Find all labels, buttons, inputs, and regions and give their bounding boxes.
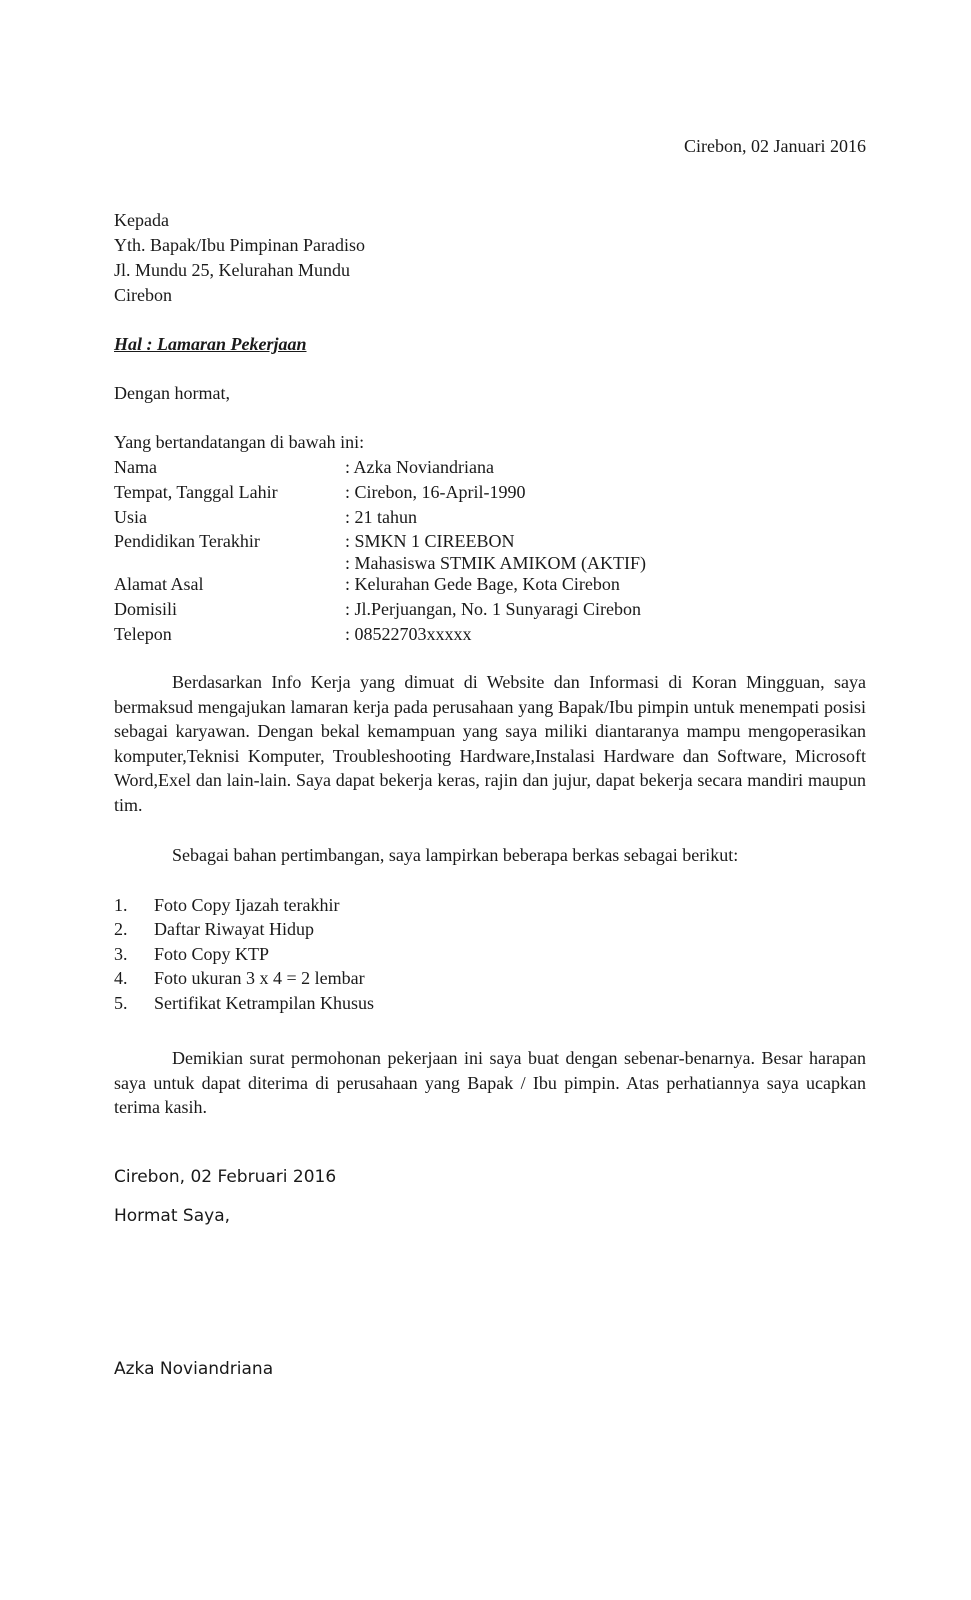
attachment-item: Daftar Riwayat Hidup [154, 919, 314, 939]
field-label-pendidikan: Pendidikan Terakhir [114, 531, 260, 551]
attachment-item: Foto Copy KTP [154, 944, 270, 964]
attachment-number: 1. [114, 895, 128, 915]
attachments-intro [114, 843, 866, 868]
field-value-telepon: : 08522703xxxxx [345, 624, 472, 644]
sign-off: Hormat Saya, [114, 1206, 231, 1226]
field-value-usia: : 21 tahun [345, 507, 417, 527]
body-paragraph-text: Berdasarkan Info Kerja yang dimuat di Website dan Informasi di Koran Mingguan, saya bermaksud mengajukan lamaran kerja pada perusahaan yang Bapak/Ibu pimpin untuk menempati posisi sebagai karyawan. Dengan bekal kemampuan yang saya miliki diantaranya mampu mengoperasikan komputer,Teknisi Komputer, Troubleshooting Hardware,Instalasi Hardware dan Software, Microsoft Word,Exel dan lain-lain. Saya dapat bekerja keras, rajin dan jujur, dapat bekerja secara mandiri maupun tim. [114, 672, 866, 815]
attachment-number: 2. [114, 919, 128, 939]
field-value-pendidikan: : SMKN 1 CIREEBON [345, 531, 515, 551]
attachment-number: 3. [114, 944, 128, 964]
field-label-usia: Usia [114, 507, 147, 527]
attachments-intro-text: Sebagai bahan pertimbangan, saya lampirkan beberapa berkas sebagai berikut: [172, 845, 739, 865]
body-paragraph [114, 670, 866, 818]
field-label-nama: Nama [114, 457, 157, 477]
recipient-city: Cirebon [114, 285, 172, 305]
closing-paragraph [114, 1046, 866, 1120]
attachment-number: 5. [114, 993, 128, 1013]
field-value-pendidikan-2: : Mahasiswa STMIK AMIKOM (AKTIF) [345, 553, 646, 573]
field-label-telepon: Telepon [114, 624, 172, 644]
field-label-ttl: Tempat, Tanggal Lahir [114, 482, 278, 502]
closing-paragraph-text: Demikian surat permohonan pekerjaan ini saya buat dengan sebenar-benarnya. Besar harapan saya untuk dapat diterima di perusahaan yang Bapak / Ibu pimpin. Atas perhatiannya saya ucapkan terima kasih. [114, 1048, 866, 1118]
signer-name: Azka Noviandriana [114, 1359, 274, 1379]
attachment-item: Sertifikat Ketrampilan Khusus [154, 993, 374, 1013]
attachment-number: 4. [114, 968, 128, 988]
field-value-domisili: : Jl.Perjuangan, No. 1 Sunyaragi Cirebon [345, 599, 641, 619]
recipient-name: Yth. Bapak/Ibu Pimpinan Paradiso [114, 235, 365, 255]
letter-subject: Hal : Lamaran Pekerjaan [114, 334, 307, 354]
recipient-street: Jl. Mundu 25, Kelurahan Mundu [114, 260, 350, 280]
field-label-domisili: Domisili [114, 599, 178, 619]
recipient-salutation: Kepada [114, 210, 169, 230]
field-label-alamat: Alamat Asal [114, 574, 204, 594]
letter-date: Cirebon, 02 Januari 2016 [684, 136, 866, 156]
intro-line: Yang bertandatangan di bawah ini: [114, 432, 365, 452]
field-value-ttl: : Cirebon, 16-April-1990 [345, 482, 526, 502]
greeting: Dengan hormat, [114, 383, 230, 403]
field-value-alamat: : Kelurahan Gede Bage, Kota Cirebon [345, 574, 620, 594]
signature-date: Cirebon, 02 Februari 2016 [114, 1167, 337, 1187]
field-value-nama: : Azka Noviandriana [345, 457, 494, 477]
attachment-item: Foto ukuran 3 x 4 = 2 lembar [154, 968, 365, 988]
attachment-item: Foto Copy Ijazah terakhir [154, 895, 340, 915]
